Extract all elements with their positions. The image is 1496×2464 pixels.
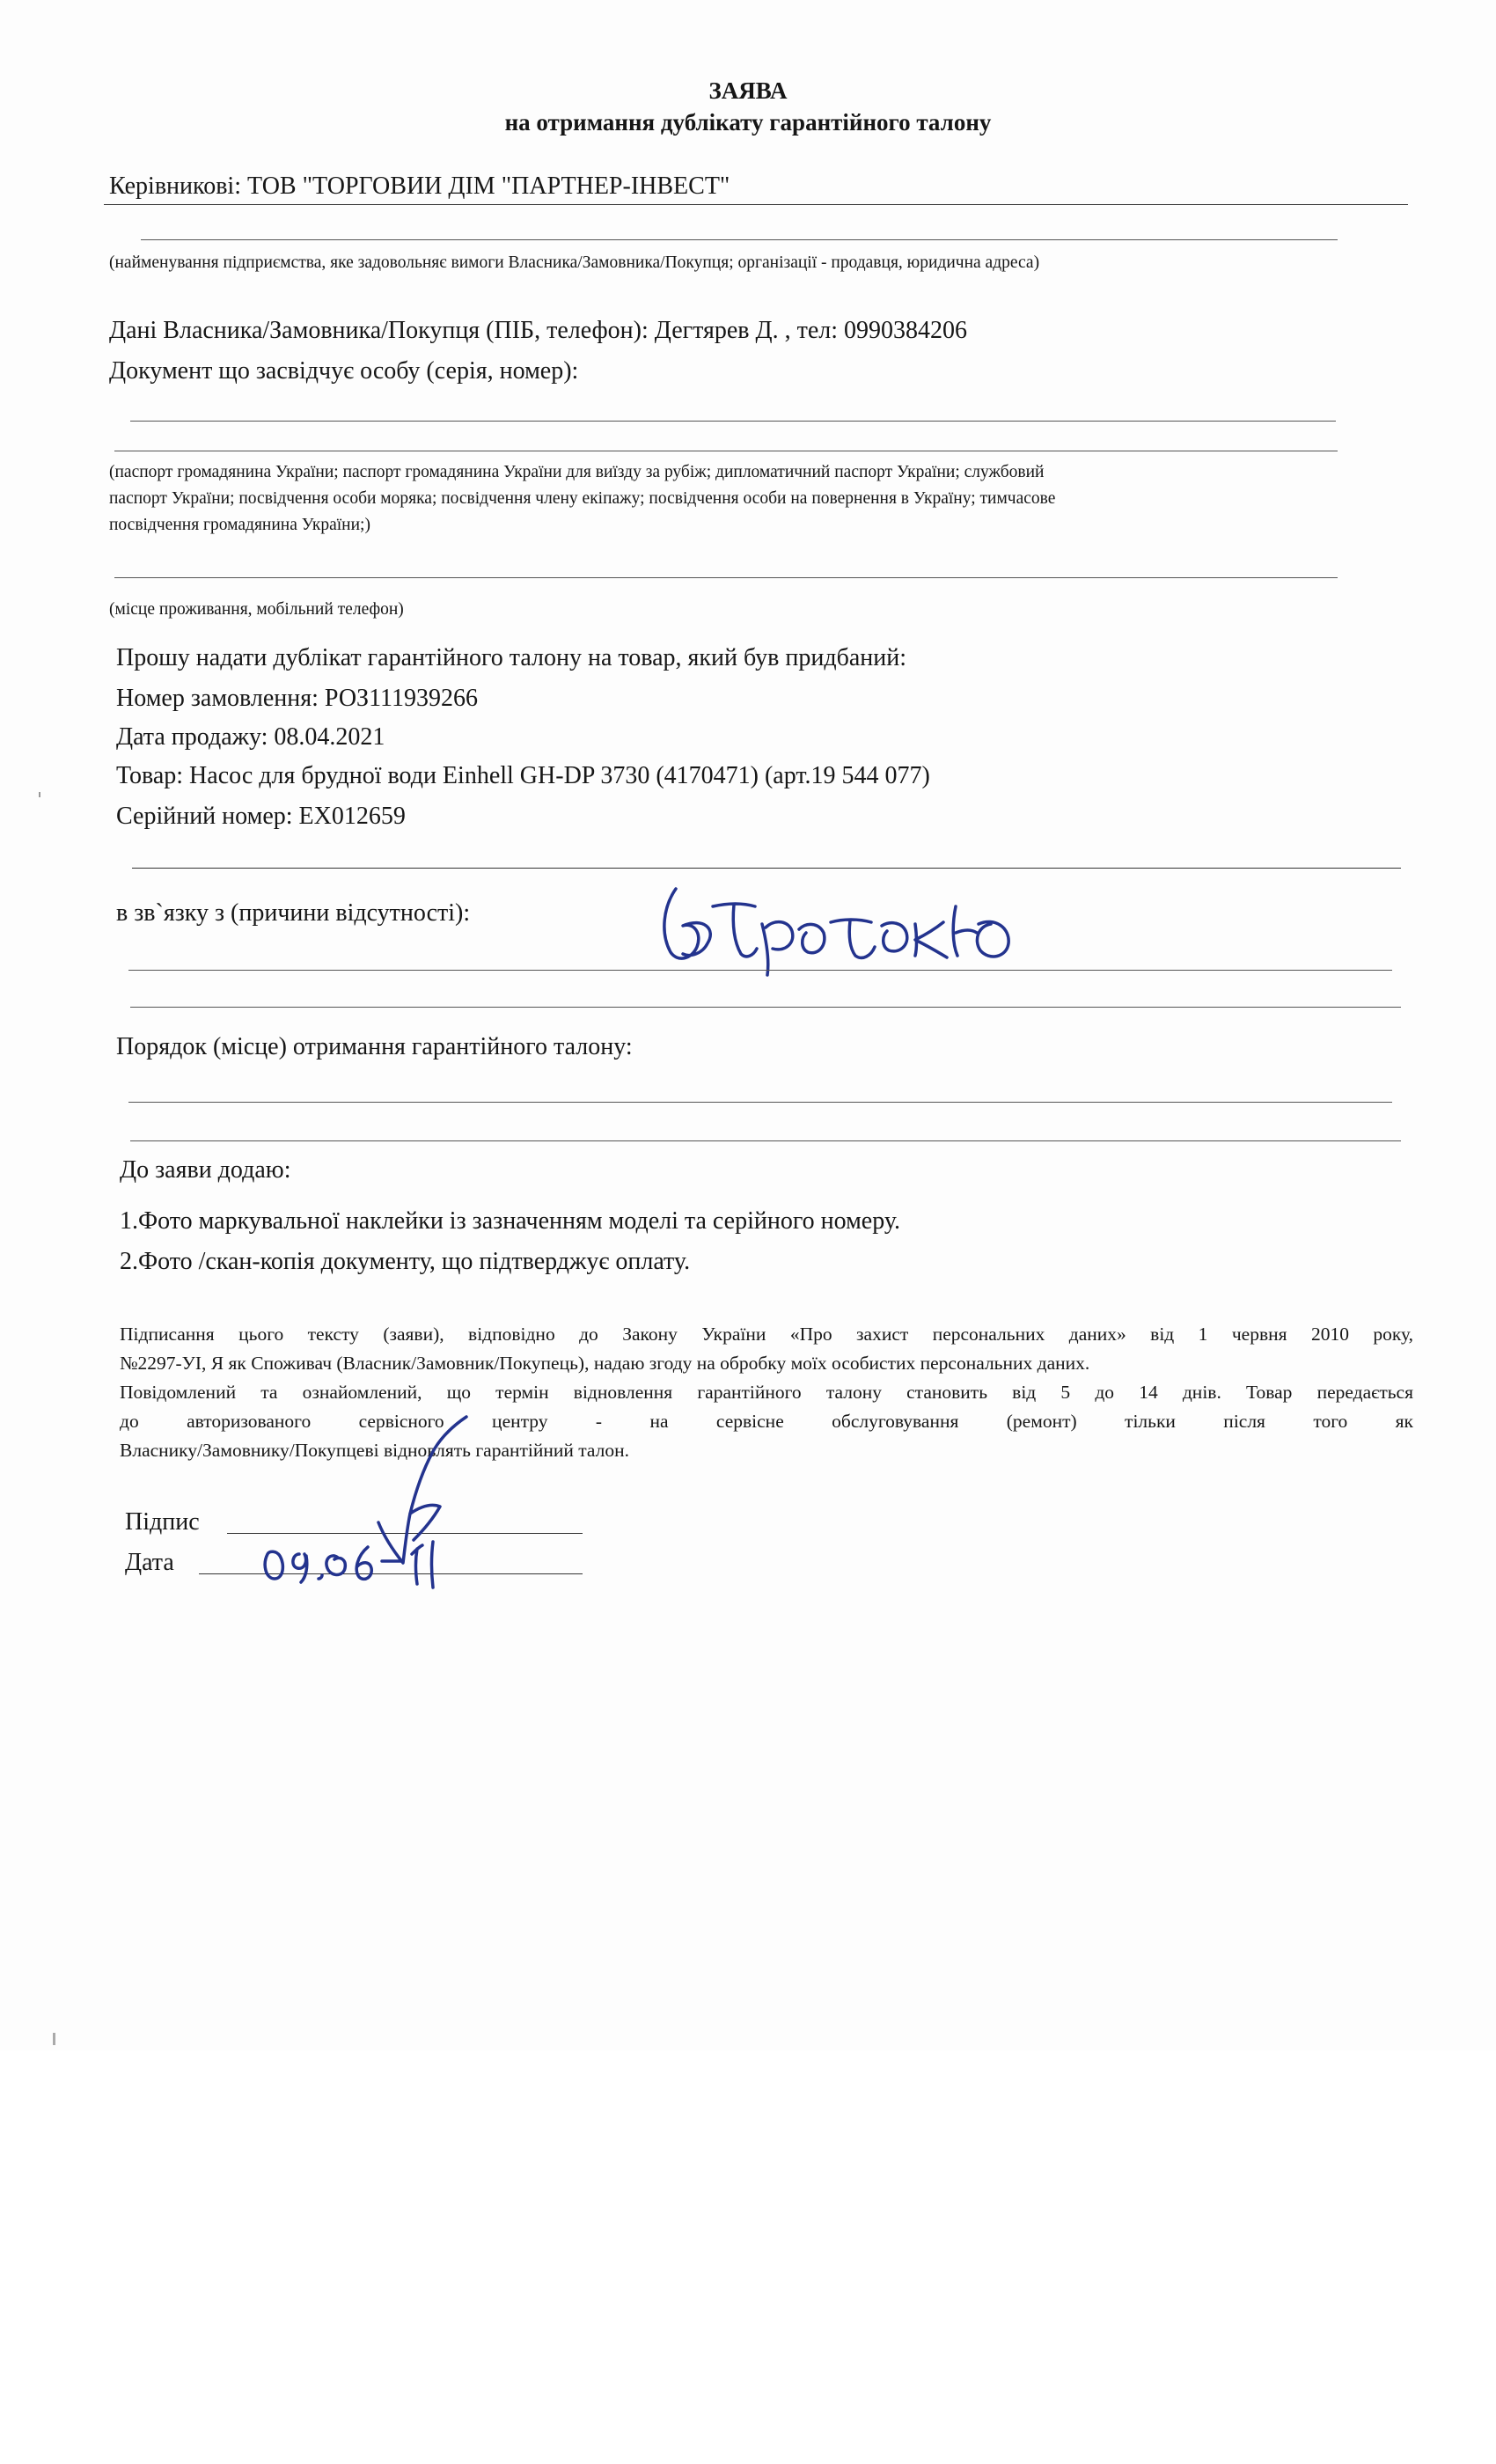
receipt-label: Порядок (місце) отримання гарантійного талону: [116, 1033, 633, 1060]
address-caption: (місце проживання, мобільний телефон) [109, 600, 404, 619]
document-subtitle: на отримання дублікату гарантійного талону [504, 109, 992, 136]
blank-scan-area [0, 2050, 1496, 2464]
address-blank-line [114, 577, 1338, 578]
consent-line-5: Власнику/Замовнику/Покупцеві відновлять гарантійний талон. [120, 1440, 630, 1461]
recipient-blank-line [141, 239, 1338, 240]
handwritten-date [260, 1535, 454, 1596]
consent-line-2: №2297-УІ, Я як Споживач (Власник/Замовник/Покупець), надаю згоду на обробку моїх особистих персональних даних. [120, 1353, 1090, 1374]
owner-data-line: Дані Власника/Замовника/Покупця (ПІБ, телефон): Дегтярев Д. , тел: 0990384206 [109, 317, 968, 344]
consent-line-1: Підписання цього тексту (заяви), відповідно до Закону України «Про захист персональних даних» від 1 червня 2010 року, [120, 1324, 1413, 1345]
receipt-blank-line-1 [128, 1102, 1392, 1103]
serial-number: Серійний номер: EX012659 [116, 803, 406, 830]
consent-line-3: Повідомлений та ознайомлений, що термін відновлення гарантійного талону становить від 5 до 14 днів. Товар передається [120, 1382, 1413, 1403]
attachments-heading: До заяви додаю: [120, 1156, 291, 1184]
serial-underline [132, 868, 1401, 869]
identity-document-caption-3: посвідчення громадянина України;) [109, 516, 370, 534]
identity-document-caption-2: паспорт України; посвідчення особи моряка; посвідчення члену екіпажу; посвідчення особи на повернення в Україну; тимчасове [109, 489, 1056, 508]
identity-document-caption-1: (паспорт громадянина України; паспорт громадянина України для виїзду за рубіж; дипломатичний паспорт України; службовий [109, 463, 1045, 481]
signature-label: Підпис [125, 1508, 200, 1536]
attachment-item-2: 2.Фото /скан-копія документу, що підтверджує оплату. [120, 1248, 691, 1275]
receipt-blank-line-2 [130, 1140, 1401, 1141]
scan-mark-bottom [53, 2033, 55, 2045]
scan-mark [39, 792, 40, 797]
document-title: ЗАЯВА [708, 77, 788, 104]
reason-label: в зв`язку з (причини відсутності): [116, 899, 471, 927]
product-line: Товар: Насос для брудної води Einhell GH-DP 3730 (4170471) (арт.19 544 077) [116, 762, 930, 789]
order-number: Номер замовлення: РОЗ111939266 [116, 685, 479, 712]
identity-document-blank-line [130, 421, 1336, 422]
request-intro: Прошу надати дублікат гарантійного талону на товар, який був придбаний: [116, 644, 906, 671]
consent-text [120, 1320, 1413, 1465]
recipient-line: Керівникові: ТОВ "ТОРГОВИИ ДІМ "ПАРТНЕР-ІНВЕСТ" [109, 172, 730, 200]
recipient-underline [104, 204, 1408, 205]
recipient-caption: (найменування підприємства, яке задовольняє вимоги Власника/Замовника/Покупця; організації - продавця, юридична адреса) [109, 253, 1040, 272]
consent-line-4: до авторизованого сервісного центру - на сервісне обслуговування (ремонт) тільки після того як [120, 1411, 1413, 1432]
sale-date: Дата продажу: 08.04.2021 [116, 723, 385, 751]
identity-document-line: Документ що засвідчує особу (серія, номер): [109, 357, 579, 385]
handwritten-reason [651, 871, 1038, 977]
reason-blank-line-2 [130, 1007, 1401, 1008]
attachment-item-1: 1.Фото маркувальної наклейки із зазначенням моделі та серійного номеру. [120, 1207, 901, 1235]
reason-blank-line-1 [128, 970, 1392, 971]
date-label: Дата [125, 1549, 174, 1576]
